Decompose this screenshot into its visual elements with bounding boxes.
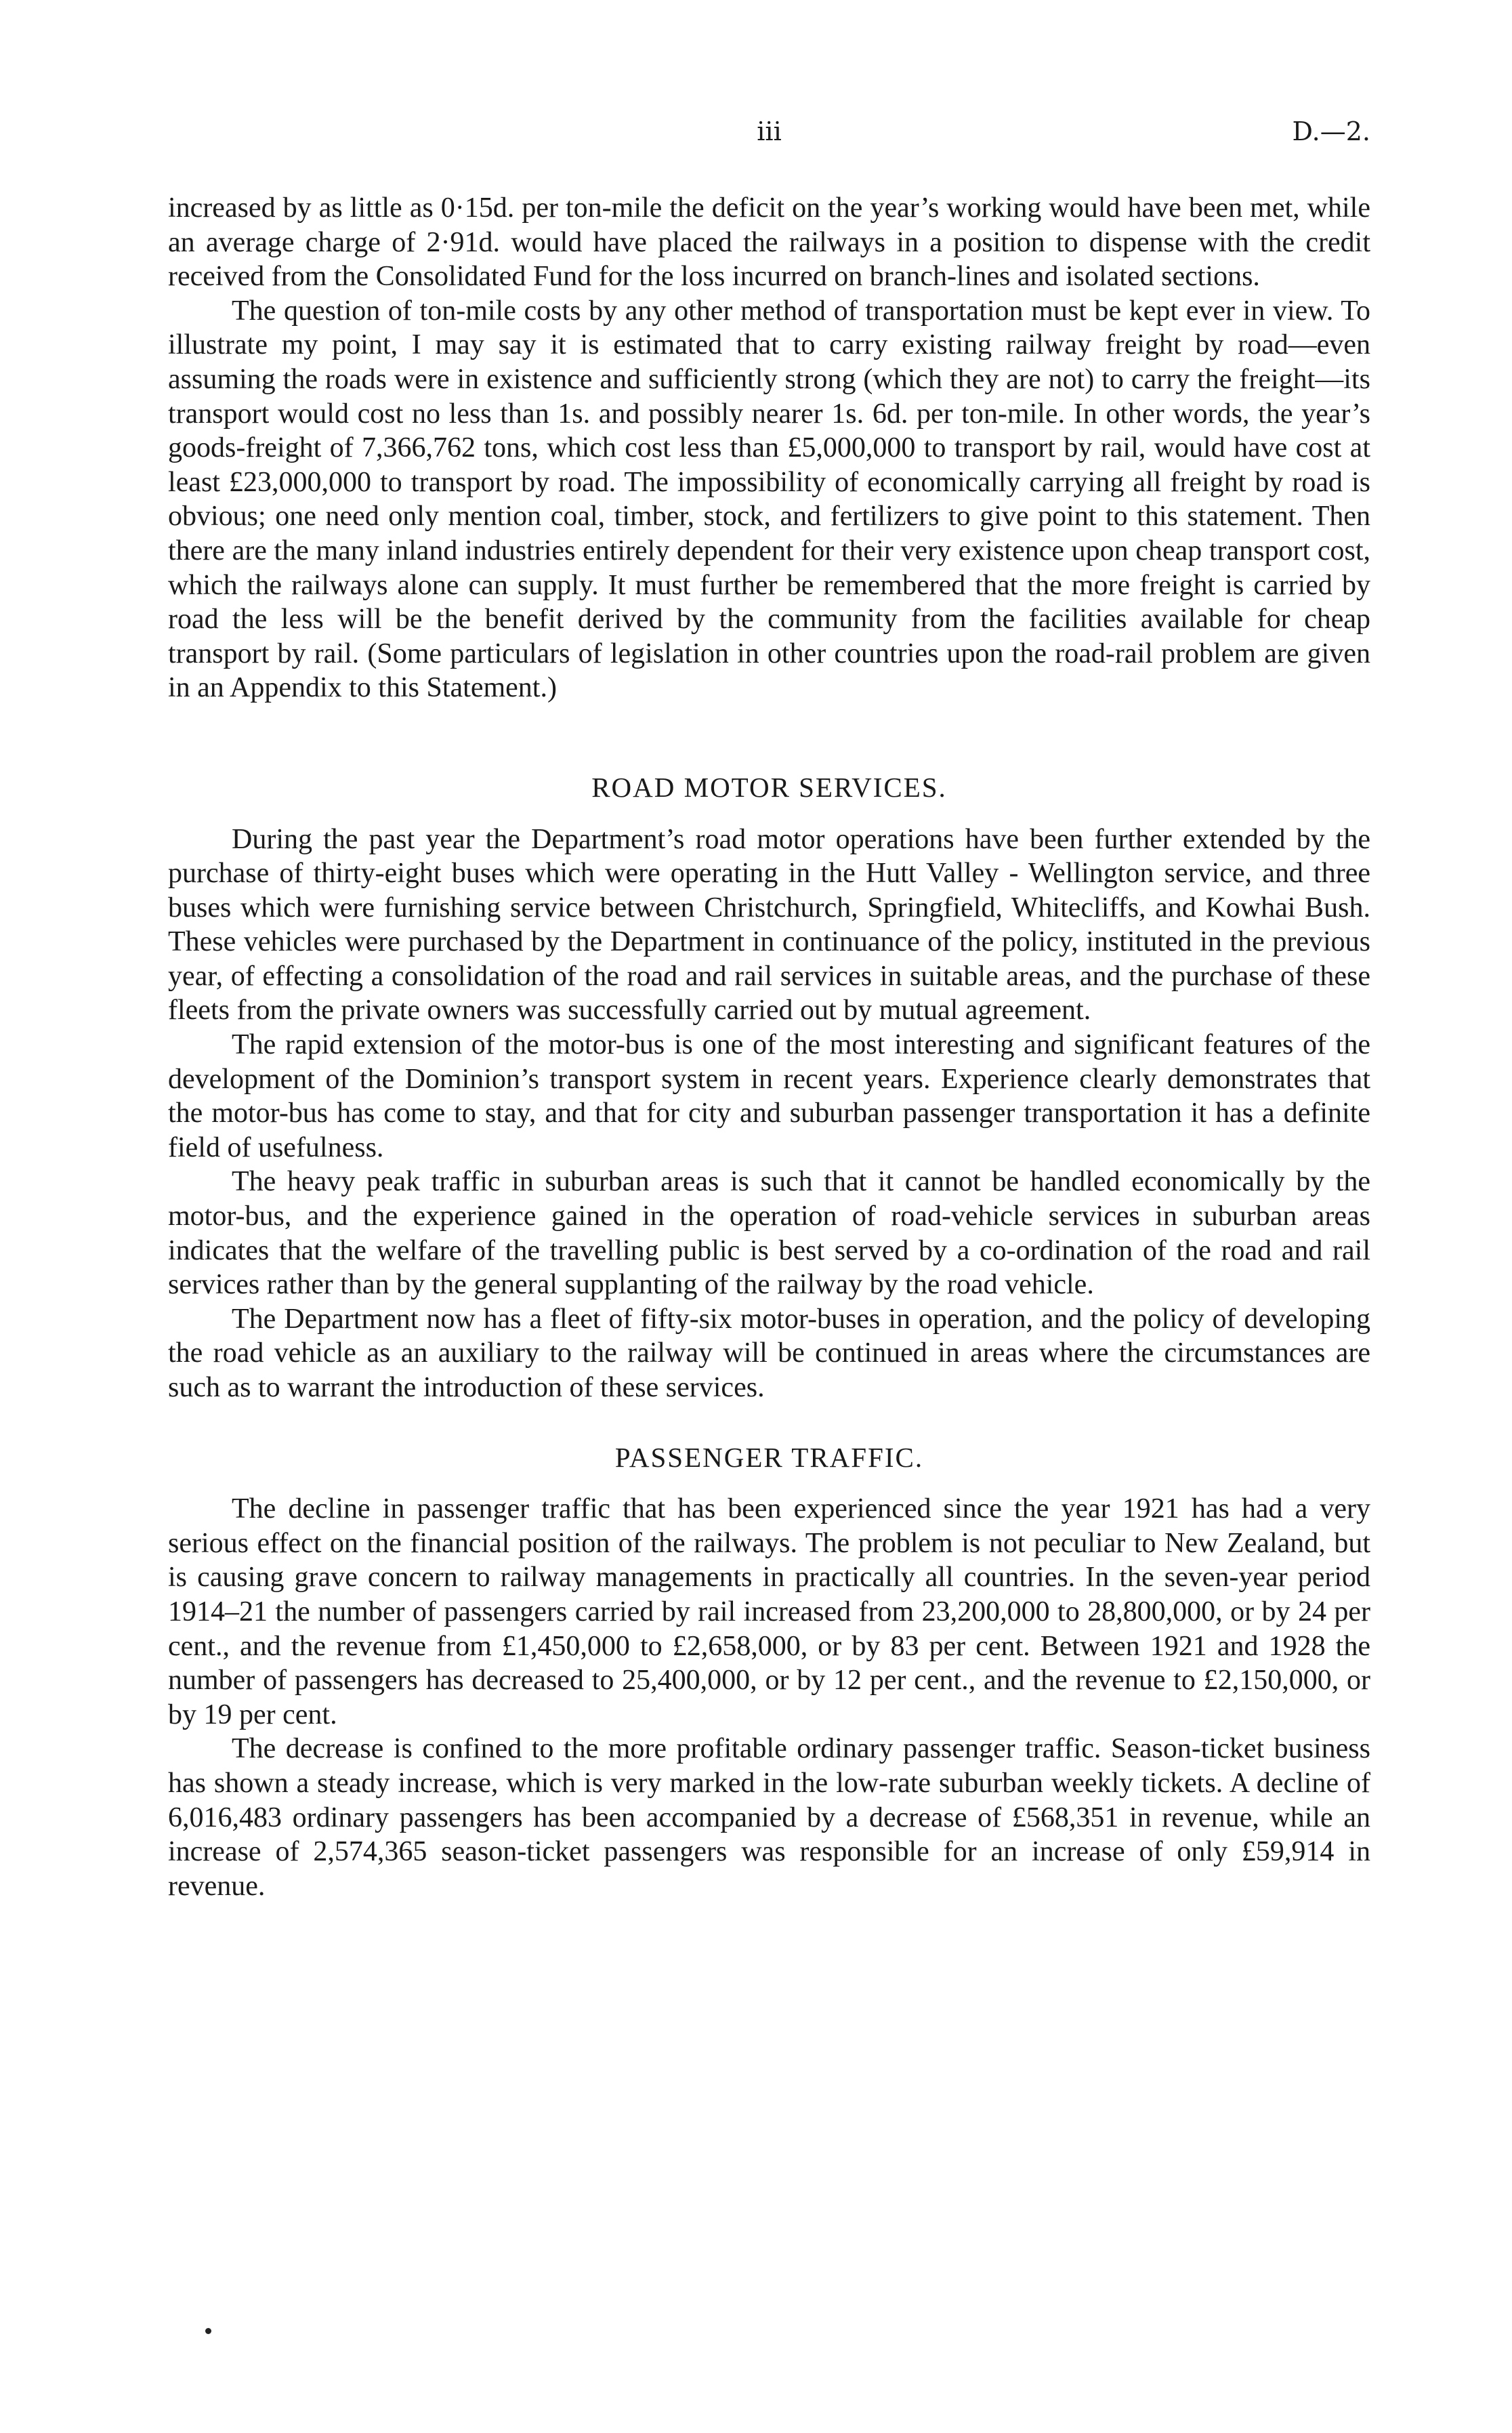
- paragraph: During the past year the Department’s road motor operations have been further extended by the purchase of thirty-eight buses which were operating in the Hutt Valley - Wellington service, and three buses which were furnishing service between Christchurch, Springfield, Whitecliffs, and Kowhai Bush. These vehicles were purchased by the Department in continuance of the policy, instituted in the previous year, of effecting a consolidation of the road and rail services in suitable areas, and the purchase of these fleets from the private owners was successfully carried out by mutual agreement.: [168, 823, 1370, 1026]
- paragraph: The decrease is confined to the more profitable ordinary passenger traffic. Season-ticket business has shown a steady increase, which is very marked in the low-rate suburban weekly tickets. A decline of 6,016,483 ordinary passengers has been accompanied by a decrease of £568,351 in revenue, while an increase of 2,574,365 season-ticket passengers was responsible for an increase of only £59,914 in revenue.: [168, 1733, 1370, 1902]
- paragraph: The heavy peak traffic in suburban areas is such that it cannot be handled economically by the motor-bus, and the experience gained in the operation of road-vehicle services in suburban areas indicates that the welfare of the travelling public is best served by a co-ordination of the road and rail services rather than by the general supplanting of the railway by the road vehicle.: [168, 1166, 1370, 1301]
- page-number: iii: [757, 117, 782, 146]
- paragraph: The rapid extension of the motor-bus is one of the most interesting and significant features of the development of the Dominion’s transport system in recent years. Experience clearly demonstrates that the motor-bus has come to stay, and that for city and suburban passenger transportation it has a definite field of usefulness.: [168, 1029, 1370, 1163]
- paragraph-continued: increased by as little as 0·15d. per ton-mile the deficit on the year’s working would have been met, while an average charge of 2·91d. would have placed the railways in a position to dispense with the credit received from the Consolidated Fund for the loss incurred on branch-lines and isolated sections.: [168, 192, 1370, 293]
- paragraph: The Department now has a fleet of fifty-six motor-buses in operation, and the policy of developing the road vehicle as an auxiliary to the railway will be continued in areas where the circumstances are such as to warrant the introduction of these services.: [168, 1303, 1370, 1403]
- ink-dot: [205, 2328, 211, 2334]
- section-heading-passenger-traffic: PASSENGER TRAFFIC.: [614, 1441, 924, 1473]
- document-body: [168, 191, 1370, 1903]
- document-page: [168, 0, 1370, 2433]
- page-header: [168, 117, 1370, 157]
- section-heading-road-motor-services: ROAD MOTOR SERVICES.: [591, 771, 947, 803]
- paragraph: The decline in passenger traffic that has been experienced since the year 1921 has had a very serious effect on the financial position of the railways. The problem is not peculiar to New Zealand, but is causing grave concern to railway managements in practically all countries. In the seven-year period 1914–21 the number of passengers carried by rail increased from 23,200,000 to 28,800,000, or by 24 per cent., and the revenue from £1,450,000 to £2,658,000, or by 83 per cent. Between 1921 and 1928 the number of passengers has decreased to 25,400,000, or by 12 per cent., and the revenue to £2,150,000, or by 19 per cent.: [168, 1493, 1370, 1730]
- document-reference: D.—2.: [1292, 117, 1370, 146]
- paragraph: The question of ton-mile costs by any other method of transportation must be kept ever in view. To illustrate my point, I may say it is estimated that to carry existing railway freight by road—even assuming the roads were in existence and sufficiently strong (which they are not) to carry the freight—its transport would cost no less than 1s. and possibly nearer 1s. 6d. per ton-mile. In other words, the year’s goods-freight of 7,366,762 tons, which cost less than £5,000,000 to transport by rail, would have cost at least £23,000,000 to transport by road. The impossibility of economically carrying all freight by road is obvious; one need only mention coal, timber, stock, and fertilizers to give point to this statement. Then there are the many inland industries entirely dependent for their very existence upon cheap transport cost, which the railways alone can supply. It must further be remembered that the more freight is carried by road the less will be the benefit derived by the community from the facilities available for cheap transport by rail. (Some particulars of legislation in other countries upon the road-rail problem are given in an Appendix to this Statement.): [168, 295, 1370, 704]
